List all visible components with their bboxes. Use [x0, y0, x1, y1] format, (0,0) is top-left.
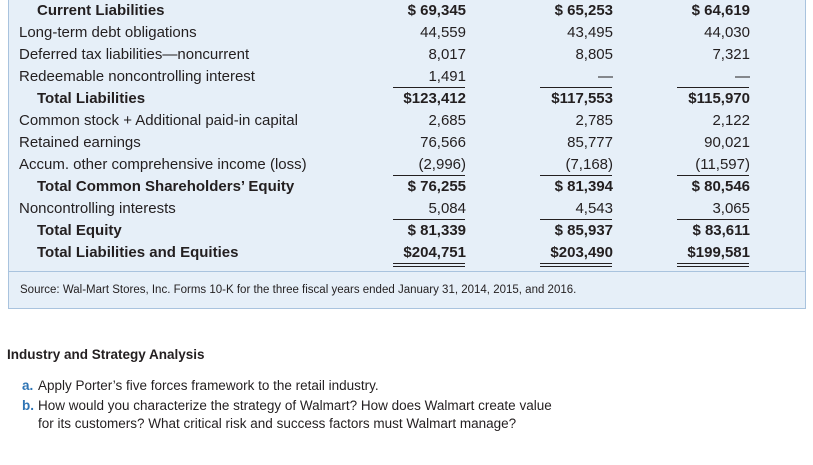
row-value-col3: 7,321	[712, 46, 750, 63]
row-value-col2: 43,495	[567, 24, 613, 41]
balance-sheet-panel	[8, 0, 806, 309]
section-title: Industry and Strategy Analysis	[7, 347, 205, 362]
row-label: Total Liabilities	[37, 90, 146, 107]
table-row	[9, 176, 805, 198]
table-row	[9, 0, 805, 22]
row-value-col1: $ 76,255	[407, 178, 466, 195]
table-row	[9, 242, 805, 264]
row-value-col1: 1,491	[428, 68, 466, 85]
row-label: Common stock + Additional paid-in capital	[19, 112, 298, 129]
row-value-col3: $ 80,546	[691, 178, 750, 195]
grand-total-double-rule	[540, 263, 612, 267]
row-value-col1: $204,751	[403, 244, 466, 261]
row-value-col1: 8,017	[428, 46, 466, 63]
row-value-col1: (2,996)	[418, 156, 466, 173]
row-value-col2: 4,543	[575, 200, 613, 217]
row-value-col1: 2,685	[428, 112, 466, 129]
row-value-col3: 44,030	[704, 24, 750, 41]
grand-total-double-rule	[393, 263, 465, 267]
row-value-col2: $117,553	[551, 90, 613, 107]
question-b-continued: for its customers? What critical risk and success factors must Walmart manage?	[38, 416, 517, 431]
question-a-letter: a.	[22, 378, 34, 393]
row-label: Current Liabilities	[37, 2, 165, 19]
source-note: Source: Wal-Mart Stores, Inc. Forms 10-K for the three fiscal years ended January 31, 2014, 2015, and 2016.	[20, 284, 577, 296]
row-value-col3: $199,581	[687, 244, 750, 261]
grand-total-double-rule	[677, 263, 749, 267]
question-b-text-line1: How would you characterize the strategy of Walmart? How does Walmart create value	[38, 398, 552, 413]
row-label: Noncontrolling interests	[19, 200, 176, 217]
table-row	[9, 220, 805, 242]
row-label: Total Liabilities and Equities	[37, 244, 239, 261]
row-value-col2: 8,805	[575, 46, 613, 63]
row-value-col3: $ 83,611	[692, 222, 750, 239]
table-row	[9, 66, 805, 88]
row-value-col2: —	[598, 68, 613, 85]
row-value-col3: 90,021	[704, 134, 750, 151]
table-row	[9, 88, 805, 110]
row-value-col2: $203,490	[550, 244, 613, 261]
question-b	[22, 397, 552, 415]
row-value-col3: 2,122	[712, 112, 750, 129]
row-value-col2: $ 65,253	[554, 2, 613, 19]
row-value-col3: —	[735, 68, 750, 85]
row-value-col1: $ 69,345	[407, 2, 466, 19]
row-label: Accum. other comprehensive income (loss)	[19, 156, 307, 173]
row-label: Deferred tax liabilities—noncurrent	[19, 46, 250, 63]
row-label: Total Common Shareholders’ Equity	[37, 178, 295, 195]
question-a	[22, 377, 379, 395]
row-value-col1: $ 81,339	[407, 222, 466, 239]
row-label: Redeemable noncontrolling interest	[19, 68, 255, 85]
row-value-col2: 2,785	[575, 112, 613, 129]
table-row	[9, 132, 805, 154]
row-value-col3: $115,970	[688, 90, 750, 107]
row-value-col3: $ 64,619	[691, 2, 750, 19]
row-value-col1: 44,559	[420, 24, 466, 41]
row-value-col3: (11,597)	[695, 156, 750, 173]
row-value-col1: 76,566	[420, 134, 466, 151]
table-row	[9, 154, 805, 176]
row-value-col1: $123,412	[403, 90, 466, 107]
table-row	[9, 110, 805, 132]
table-row	[9, 198, 805, 220]
table-row	[9, 22, 805, 44]
row-value-col2: (7,168)	[565, 156, 613, 173]
row-label: Total Equity	[37, 222, 122, 239]
row-label: Retained earnings	[19, 134, 141, 151]
table-row	[9, 44, 805, 66]
source-divider	[9, 271, 805, 272]
row-value-col1: 5,084	[428, 200, 466, 217]
row-value-col2: $ 81,394	[554, 178, 613, 195]
question-a-text: Apply Porter’s five forces framework to the retail industry.	[38, 378, 379, 393]
row-value-col2: $ 85,937	[554, 222, 613, 239]
row-label: Long-term debt obligations	[19, 24, 197, 41]
row-value-col3: 3,065	[712, 200, 750, 217]
row-value-col2: 85,777	[567, 134, 613, 151]
question-b-letter: b.	[22, 398, 34, 413]
